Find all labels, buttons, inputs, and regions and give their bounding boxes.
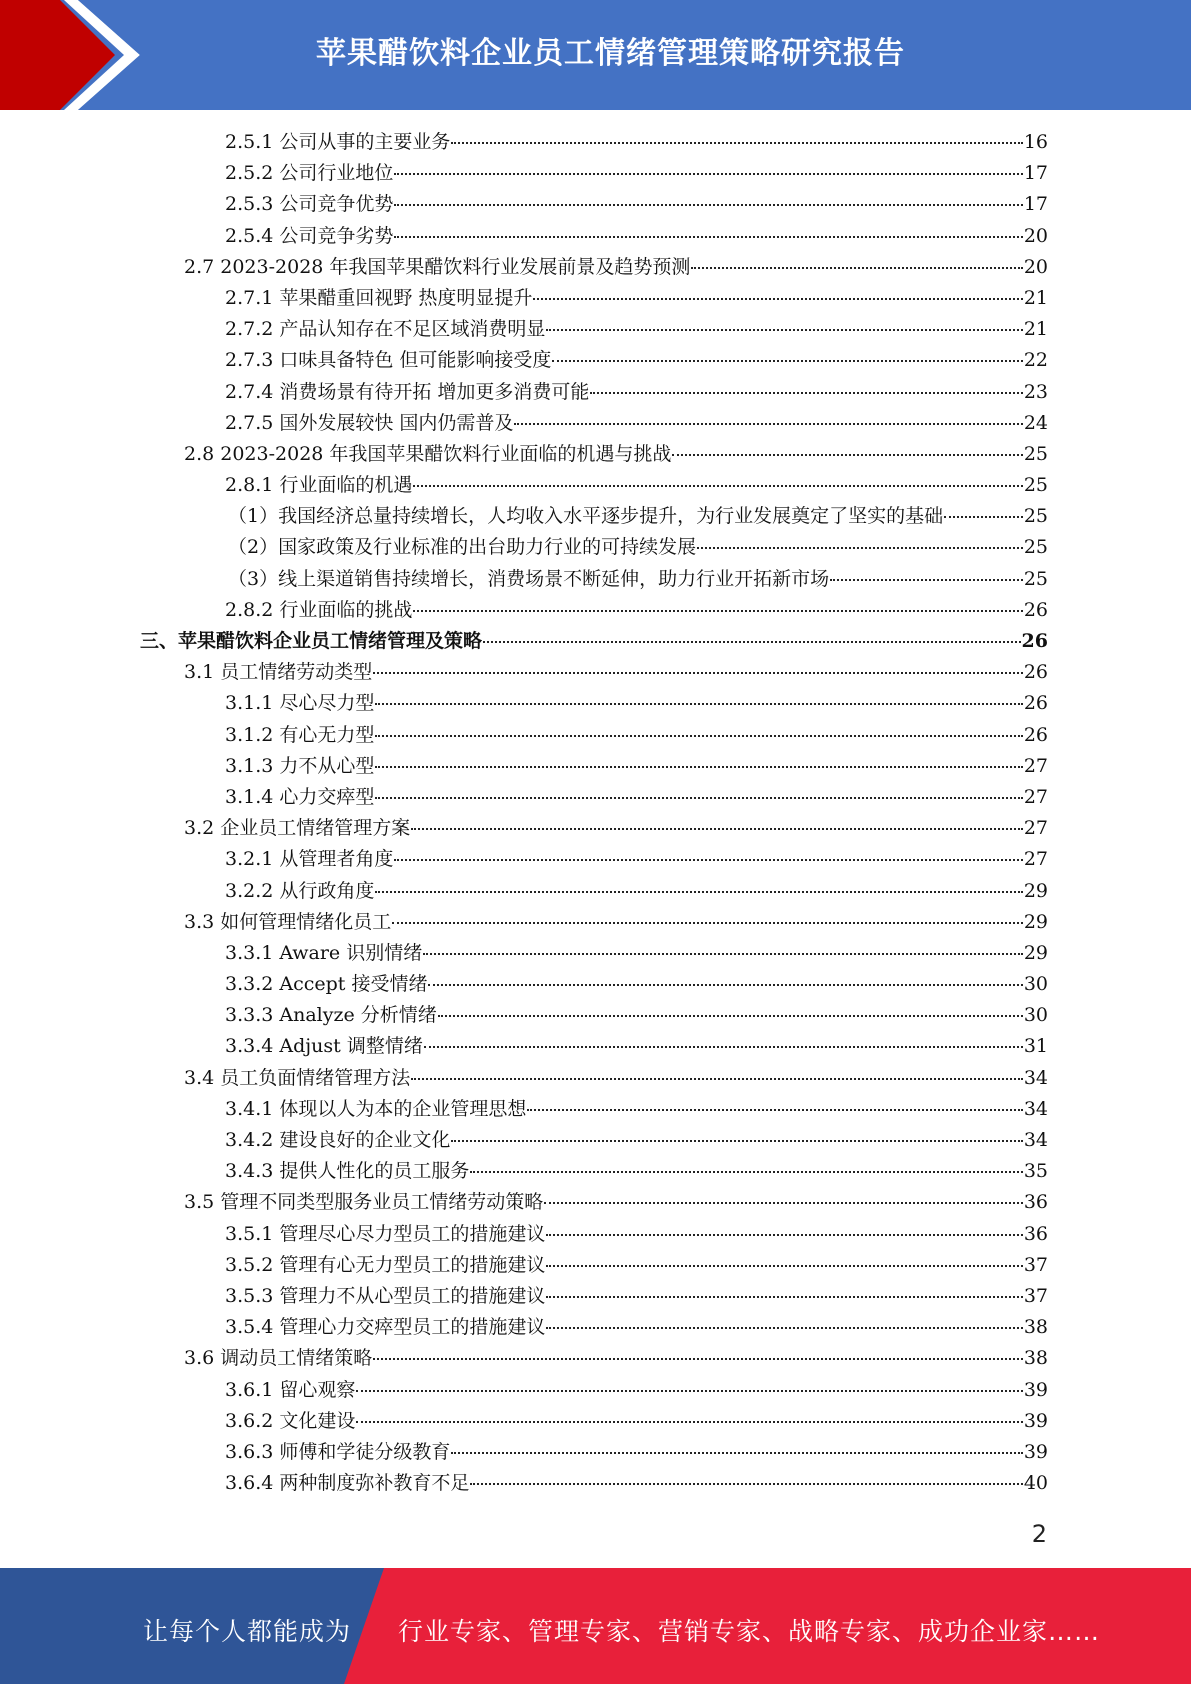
toc-leader-dots xyxy=(691,267,1022,269)
toc-entry[interactable] xyxy=(0,1406,1048,1437)
toc-entry-page: 27 xyxy=(1023,785,1048,808)
toc-entry-title: 3.6.1 留心观察 xyxy=(225,1378,356,1401)
toc-entry-page: 34 xyxy=(1023,1129,1048,1151)
toc-leader-dots xyxy=(546,1296,1022,1298)
toc-leader-dots xyxy=(483,641,1021,643)
toc-entry[interactable] xyxy=(0,252,1048,283)
toc-entry[interactable] xyxy=(0,751,1048,782)
toc-entry-title: 2.7.1 苹果醋重回视野 热度明显提升 xyxy=(225,286,533,309)
toc-entry[interactable] xyxy=(0,1000,1048,1031)
toc-leader-dots xyxy=(375,891,1022,893)
toc-entry-title: 3.2.2 从行政角度 xyxy=(225,879,375,902)
toc-entry-page: 21 xyxy=(1023,318,1048,341)
toc-entry[interactable] xyxy=(0,1031,1048,1062)
toc-entry[interactable] xyxy=(0,595,1048,626)
toc-entry[interactable] xyxy=(0,127,1048,158)
toc-entry-page: 31 xyxy=(1023,1035,1048,1058)
toc-entry[interactable] xyxy=(0,720,1048,751)
toc-leader-dots xyxy=(394,236,1022,238)
toc-entry[interactable] xyxy=(0,345,1048,376)
toc-entry[interactable] xyxy=(0,1437,1048,1468)
toc-leader-dots xyxy=(413,485,1022,487)
toc-entry-title: 3.5.2 管理有心无力型员工的措施建议 xyxy=(225,1253,546,1276)
toc-entry-title: 3.1 员工情绪劳动类型 xyxy=(184,661,373,684)
report-title: 苹果醋饮料企业员工情绪管理策略研究报告 xyxy=(316,36,905,71)
toc-entry[interactable] xyxy=(0,1187,1048,1218)
toc-entry-page: 26 xyxy=(1023,692,1048,715)
toc-leader-dots xyxy=(428,984,1022,986)
toc-entry-title: 3.3.2 Accept 接受情绪 xyxy=(225,973,428,996)
toc-entry-page: 27 xyxy=(1023,754,1048,777)
toc-entry-page: 30 xyxy=(1023,973,1048,996)
toc-leader-dots xyxy=(527,1109,1022,1111)
toc-entry-title: 3.3 如何管理情绪化员工 xyxy=(184,910,392,933)
toc-entry[interactable] xyxy=(0,189,1048,220)
toc-entry[interactable] xyxy=(0,158,1048,189)
toc-entry[interactable] xyxy=(0,564,1048,595)
toc-entry[interactable] xyxy=(0,1312,1048,1343)
toc-entry-title: 3.4.2 建设良好的企业文化 xyxy=(225,1129,451,1151)
toc-entry-page: 20 xyxy=(1023,255,1048,278)
toc-entry[interactable] xyxy=(0,813,1048,844)
toc-entry-page: 20 xyxy=(1023,224,1048,247)
toc-leader-dots xyxy=(394,173,1022,175)
toc-entry-page: 39 xyxy=(1023,1378,1048,1401)
toc-entry-page: 26 xyxy=(1023,661,1048,684)
toc-leader-dots xyxy=(438,1015,1023,1017)
toc-entry[interactable] xyxy=(0,844,1048,875)
toc-entry-title: 2.5.4 公司竞争劣势 xyxy=(225,224,394,247)
table-of-contents xyxy=(0,127,1191,1499)
toc-entry-page: 36 xyxy=(1023,1191,1048,1214)
toc-entry-title: 3.1.4 心力交瘁型 xyxy=(225,785,375,808)
toc-leader-dots xyxy=(375,797,1022,799)
toc-leader-dots xyxy=(830,579,1023,581)
toc-entry-title: 2.5.1 公司从事的主要业务 xyxy=(225,131,451,153)
toc-entry[interactable] xyxy=(0,1125,1048,1156)
toc-leader-dots xyxy=(424,1046,1023,1048)
toc-entry[interactable] xyxy=(0,501,1048,532)
toc-leader-dots xyxy=(356,1421,1022,1423)
toc-entry[interactable] xyxy=(0,907,1048,938)
toc-entry[interactable] xyxy=(0,408,1048,439)
toc-leader-dots xyxy=(394,204,1022,206)
toc-entry[interactable] xyxy=(0,657,1048,688)
toc-leader-dots xyxy=(546,1327,1022,1329)
page-header xyxy=(0,0,1191,110)
toc-entry-title: 3.4.1 体现以人为本的企业管理思想 xyxy=(225,1097,527,1120)
toc-entry-page: 25 xyxy=(1023,474,1048,497)
toc-entry-page: 27 xyxy=(1023,848,1048,871)
toc-leader-dots xyxy=(546,1234,1022,1236)
toc-entry[interactable] xyxy=(0,626,1048,657)
toc-entry-page: 30 xyxy=(1023,1004,1048,1027)
footer-slogan-left: 让每个人都能成为 xyxy=(143,1617,352,1646)
toc-entry-title: 3.1.3 力不从心型 xyxy=(225,754,375,777)
toc-entry-title: 3.6.2 文化建设 xyxy=(225,1409,356,1432)
toc-entry-page: 25 xyxy=(1023,567,1048,590)
toc-entry-title: 3.4 员工负面情绪管理方法 xyxy=(184,1066,411,1089)
footer-slogan-right: 行业专家、管理专家、营销专家、战略专家、成功企业家…… xyxy=(398,1617,1101,1646)
toc-leader-dots xyxy=(552,360,1022,362)
toc-entry-title: 3.2.1 从管理者角度 xyxy=(225,848,394,871)
toc-entry-page: 17 xyxy=(1023,162,1048,185)
toc-entry-title: 3.6.3 师傅和学徒分级教育 xyxy=(225,1440,451,1463)
toc-entry-title: 3.4.3 提供人性化的员工服务 xyxy=(225,1160,470,1183)
toc-leader-dots xyxy=(423,953,1023,955)
toc-entry[interactable] xyxy=(0,532,1048,563)
toc-entry[interactable] xyxy=(0,1219,1048,1250)
toc-leader-dots xyxy=(375,735,1022,737)
toc-leader-dots xyxy=(944,516,1023,518)
toc-entry-page: 26 xyxy=(1023,723,1048,746)
toc-entry-page: 29 xyxy=(1023,941,1048,964)
toc-entry-title: 2.8 2023-2028 年我国苹果醋饮料行业面临的机遇与挑战 xyxy=(184,442,672,465)
toc-entry[interactable] xyxy=(0,1281,1048,1312)
toc-leader-dots xyxy=(373,1358,1023,1360)
toc-entry[interactable] xyxy=(0,938,1048,969)
toc-leader-dots xyxy=(590,392,1022,394)
toc-leader-dots xyxy=(470,1483,1022,1485)
toc-entry-title: 三、苹果醋饮料企业员工情绪管理及策略 xyxy=(140,630,483,652)
toc-leader-dots xyxy=(375,766,1022,768)
toc-entry[interactable] xyxy=(0,1063,1048,1094)
page-footer xyxy=(0,1568,1191,1684)
toc-leader-dots xyxy=(451,1140,1022,1142)
toc-entry-page: 25 xyxy=(1023,505,1048,528)
toc-entry-title: 2.7.2 产品认知存在不足区域消费明显 xyxy=(225,318,546,341)
toc-entry-title: 3.3.1 Aware 识别情绪 xyxy=(225,941,423,964)
toc-entry-page: 36 xyxy=(1023,1222,1048,1245)
toc-entry-page: 34 xyxy=(1023,1066,1048,1089)
toc-entry-title: 3.3.4 Adjust 调整情绪 xyxy=(225,1035,423,1058)
toc-entry-page: 39 xyxy=(1023,1409,1048,1432)
toc-entry[interactable] xyxy=(0,876,1048,907)
toc-entry-title: （1）我国经济总量持续增长，人均收入水平逐步提升，为行业发展奠定了坚实的基础 xyxy=(228,505,944,528)
toc-entry-page: 25 xyxy=(1023,442,1048,465)
toc-entry[interactable] xyxy=(0,782,1048,813)
toc-entry-page: 40 xyxy=(1023,1472,1048,1495)
toc-entry-title: 3.6.4 两种制度弥补教育不足 xyxy=(225,1472,470,1495)
toc-entry-page: 38 xyxy=(1023,1316,1048,1339)
toc-leader-dots xyxy=(533,298,1022,300)
toc-entry-page: 26 xyxy=(1023,598,1048,621)
toc-entry-page: 27 xyxy=(1023,817,1048,840)
toc-entry-title: 2.7 2023-2028 年我国苹果醋饮料行业发展前景及趋势预测 xyxy=(184,255,691,278)
toc-entry[interactable] xyxy=(0,1375,1048,1406)
toc-leader-dots xyxy=(356,1390,1022,1392)
toc-entry-title: 2.5.3 公司竞争优势 xyxy=(225,193,394,216)
toc-entry-title: （3）线上渠道销售持续增长，消费场景不断延伸，助力行业开拓新市场 xyxy=(228,567,830,590)
toc-entry-title: 3.3.3 Analyze 分析情绪 xyxy=(225,1004,437,1027)
toc-entry-page: 37 xyxy=(1023,1253,1048,1276)
toc-entry-page: 34 xyxy=(1023,1097,1048,1120)
toc-leader-dots xyxy=(411,1078,1023,1080)
toc-entry-title: 3.6 调动员工情绪策略 xyxy=(184,1347,373,1370)
toc-entry[interactable] xyxy=(0,1156,1048,1187)
toc-leader-dots xyxy=(697,547,1023,549)
toc-entry-page: 24 xyxy=(1023,411,1048,434)
toc-entry[interactable] xyxy=(0,314,1048,345)
toc-entry-page: 35 xyxy=(1023,1160,1048,1183)
toc-leader-dots xyxy=(470,1171,1022,1173)
toc-entry[interactable] xyxy=(0,1094,1048,1125)
toc-entry-page: 38 xyxy=(1023,1347,1048,1370)
toc-entry-title: 3.2 企业员工情绪管理方案 xyxy=(184,817,411,840)
toc-leader-dots xyxy=(546,1265,1022,1267)
toc-entry[interactable] xyxy=(0,969,1048,1000)
toc-leader-dots xyxy=(451,142,1022,144)
toc-entry[interactable] xyxy=(0,1250,1048,1281)
toc-entry[interactable] xyxy=(0,221,1048,252)
toc-entry-page: 21 xyxy=(1023,286,1048,309)
toc-entry[interactable] xyxy=(0,470,1048,501)
toc-entry-page: 29 xyxy=(1023,879,1048,902)
toc-entry-title: 2.7.5 国外发展较快 国内仍需普及 xyxy=(225,411,514,434)
toc-entry-title: 3.5.4 管理心力交瘁型员工的措施建议 xyxy=(225,1316,546,1339)
toc-leader-dots xyxy=(373,672,1023,674)
toc-entry-page: 25 xyxy=(1023,536,1048,559)
toc-entry-title: 3.5 管理不同类型服务业员工情绪劳动策略 xyxy=(184,1191,544,1214)
toc-leader-dots xyxy=(411,828,1023,830)
toc-leader-dots xyxy=(413,610,1022,612)
toc-entry[interactable] xyxy=(0,283,1048,314)
toc-leader-dots xyxy=(544,1202,1023,1204)
toc-entry[interactable] xyxy=(0,439,1048,470)
page-number: 2 xyxy=(1031,1520,1047,1548)
toc-entry-page: 39 xyxy=(1023,1440,1048,1463)
toc-leader-dots xyxy=(546,329,1022,331)
toc-entry-page: 22 xyxy=(1023,349,1048,372)
toc-entry-title: 3.5.3 管理力不从心型员工的措施建议 xyxy=(225,1284,546,1307)
toc-entry-title: 2.7.3 口味具备特色 但可能影响接受度 xyxy=(225,349,552,372)
toc-entry[interactable] xyxy=(0,1343,1048,1374)
toc-leader-dots xyxy=(451,1452,1022,1454)
toc-entry-title: （2）国家政策及行业标准的出台助力行业的可持续发展 xyxy=(228,536,697,559)
toc-entry-title: 2.8.1 行业面临的机遇 xyxy=(225,474,413,497)
toc-entry-page: 29 xyxy=(1023,910,1048,933)
toc-entry-title: 2.7.4 消费场景有待开拓 增加更多消费可能 xyxy=(225,380,590,403)
toc-leader-dots xyxy=(392,922,1023,924)
toc-leader-dots xyxy=(514,423,1022,425)
toc-entry[interactable] xyxy=(0,688,1048,719)
toc-entry-title: 3.1.2 有心无力型 xyxy=(225,723,375,746)
toc-entry-title: 3.1.1 尽心尽力型 xyxy=(225,692,375,715)
toc-entry-title: 2.8.2 行业面临的挑战 xyxy=(225,598,413,621)
toc-entry-page: 23 xyxy=(1023,380,1048,403)
toc-entry[interactable] xyxy=(0,377,1048,408)
toc-entry-page: 26 xyxy=(1021,630,1048,652)
toc-entry-page: 16 xyxy=(1023,131,1048,153)
toc-entry-title: 3.5.1 管理尽心尽力型员工的措施建议 xyxy=(225,1222,546,1245)
toc-entry-title: 2.5.2 公司行业地位 xyxy=(225,162,394,185)
toc-entry[interactable] xyxy=(0,1468,1048,1499)
toc-entry-page: 37 xyxy=(1023,1284,1048,1307)
toc-leader-dots xyxy=(394,859,1022,861)
toc-leader-dots xyxy=(375,703,1022,705)
toc-entry-page: 17 xyxy=(1023,193,1048,216)
toc-leader-dots xyxy=(672,454,1022,456)
